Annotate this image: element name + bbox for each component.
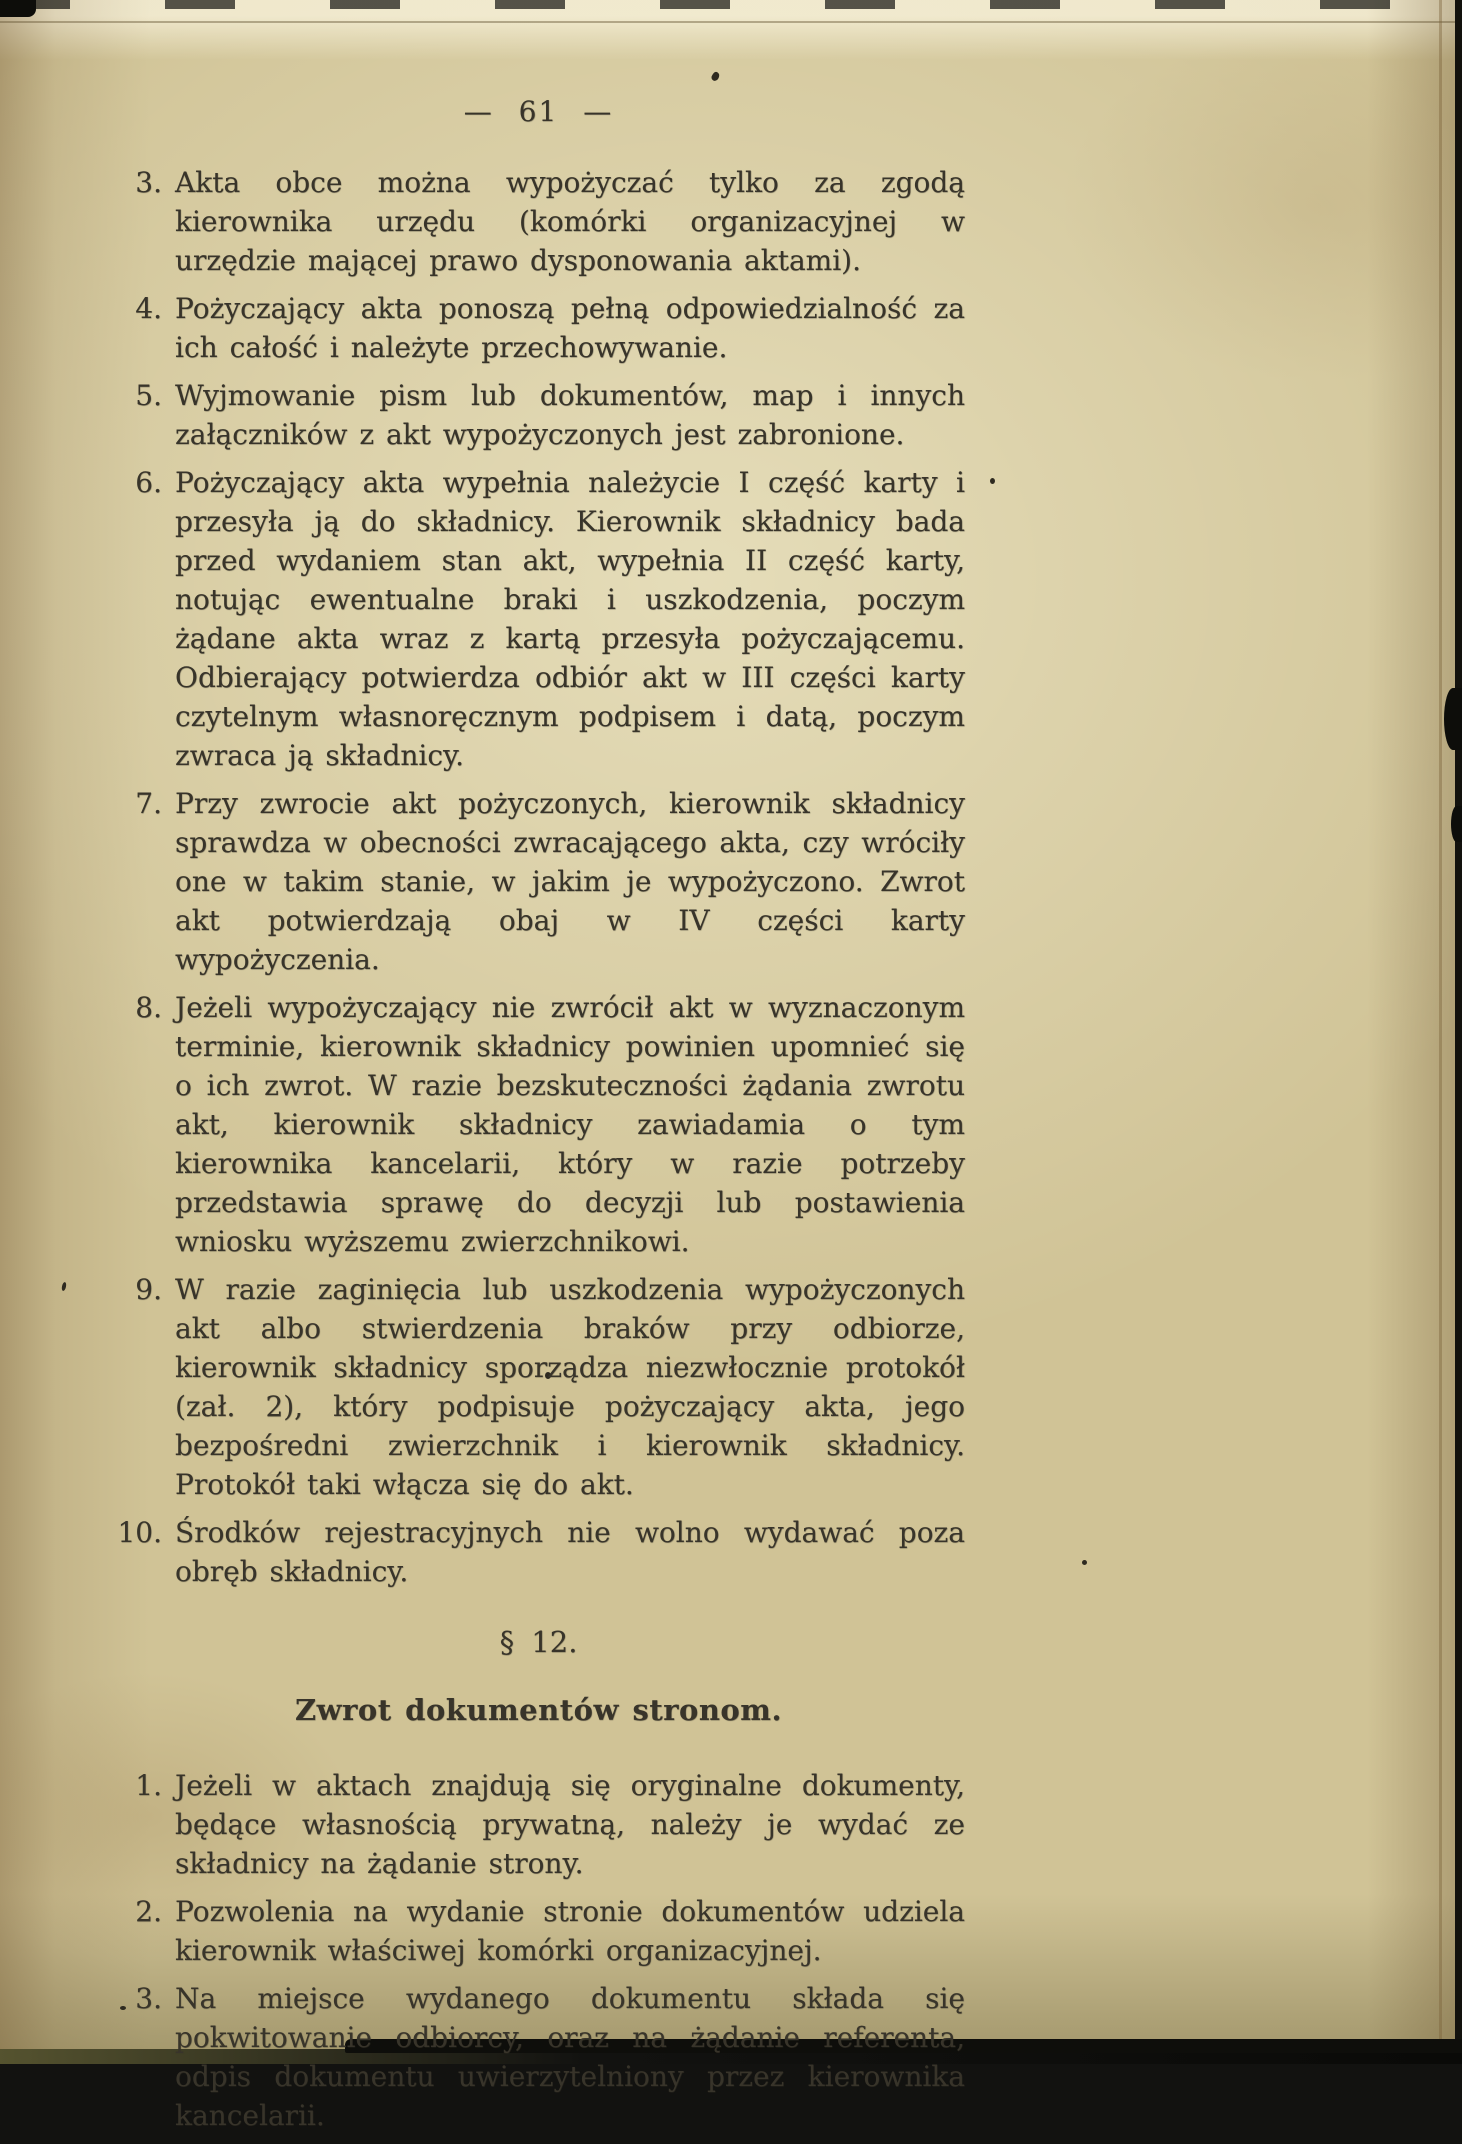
scan-artifact-ink-blob [1444,688,1462,750]
list-item [112,1766,965,1883]
item-number: 2. [135,1895,162,1928]
item-number: 10. [117,1516,162,1549]
item-text: Na miejsce wydanego dokumentu składa się pokwitowanie odbiorcy, oraz na żądanie referenta, odpis dokumentu uwierzytelniony przez kierownika kancelarii. [175,1982,965,2132]
list-item [112,1979,965,2135]
item-text: W razie zaginięcia lub uszkodzenia wypożyczonych akt albo stwierdzenia braków przy odbiorze, kierownik składnicy sporządza niezwłocznie protokół (zał. 2), który podpisuje pożyczający akta, jego bezpośredni zwierzchnik i kierownik składnicy. Protokół taki włącza się do akt. [175,1273,965,1501]
list-item [112,1513,965,1591]
scan-artifact-speck [61,1282,67,1292]
list-item [112,289,965,367]
item-number: 6. [135,466,162,499]
item-text: Przy zwrocie akt pożyczonych, kierownik składnicy sprawdza w obecności zwracającego akta, czy wróciły one w takim stanie, w jakim je wypożyczono. Zwrot akt potwierdzają obaj w IV części karty wypożyczenia. [175,787,965,976]
item-number: 5. [135,379,162,412]
item-text: Wyjmowanie pism lub dokumentów, map i innych załączników z akt wypożyczonych jest zabronione. [175,379,965,451]
item-text: Jeżeli wypożyczający nie zwrócił akt w wyznaczonym terminie, kierownik składnicy powinien upomnieć się o ich zwrot. W razie bezskuteczności żądania zwrotu akt, kierownik składnicy zawiadamia o tym kierownika kancelarii, który w razie potrzeby przedstawia sprawę do decyzji lub postawienia wniosku wyższemu zwierzchnikowi. [175,991,965,1258]
section-mark: § 12. [499,1625,578,1659]
item-number: 4. [135,292,162,325]
scan-artifact-speck [990,478,995,484]
regulation-list-section-12 [112,1766,965,2135]
item-number: 7. [135,787,162,820]
item-number: 1. [135,1769,162,1802]
list-item [112,1892,965,1970]
item-text: Jeżeli w aktach znajdują się oryginalne dokumenty, będące własnością prywatną, należy je wydać ze składnicy na żądanie strony. [175,1769,965,1880]
list-item [112,376,965,454]
item-text: Akta obce można wypożyczać tylko za zgodą kierownika urzędu (komórki organizacyjnej w urzędzie mającej prawo dysponowania aktami). [175,166,965,277]
item-number: 8. [135,991,162,1024]
scan-artifact-speck [710,71,721,82]
section-title: Zwrot dokumentów stronom. [294,1693,783,1727]
scan-artifact-crease-right [1439,0,1442,2064]
page-number: — 61 — [463,95,614,128]
list-item [112,163,965,280]
item-text: Pożyczający akta ponoszą pełną odpowiedzialność za ich całość i należyte przechowywanie. [175,292,965,364]
scan-artifact-speck [1082,1560,1087,1565]
regulation-list-section-11 [112,163,965,1591]
list-item [112,1270,965,1504]
scan-artifact-corner [0,0,36,17]
item-text: Pozwolenia na wydanie stronie dokumentów udziela kierownik właściwej komórki organizacyjnej. [175,1895,965,1967]
scan-artifact-crease-top [0,21,1462,23]
list-item [112,784,965,979]
list-item [112,463,965,775]
page-content [112,92,965,2144]
scan-artifact-ink-blob [1451,806,1462,842]
item-text: Środków rejestracyjnych nie wolno wydawać poza obręb składnicy. [175,1516,965,1588]
item-number: 9. [135,1273,162,1306]
list-item [112,988,965,1261]
item-text: Pożyczający akta wypełnia należycie I część karty i przesyła ją do składnicy. Kierownik składnicy bada przed wydaniem stan akt, wypełnia II część karty, notując ewentualne braki i uszkodzenia, poczym żądane akta wraz z kartą przesyła pożyczającemu. Odbierający potwierdza odbiór akt w III części karty czytelnym własnoręcznym podpisem i datą, poczym zwraca ją składnicy. [175,466,965,772]
scan-artifact-right-edge [1455,0,1462,2064]
scan-artifact-top-dashes [0,0,1462,9]
item-number: 3. [135,166,162,199]
item-number: 3. [135,1982,162,2015]
